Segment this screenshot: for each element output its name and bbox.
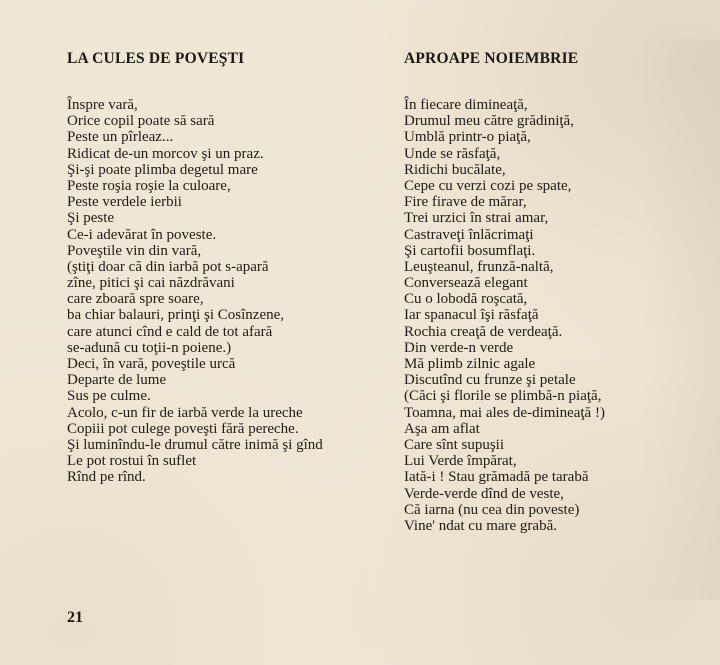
poem-line: Iată-i ! Stau grămadă pe tarabă <box>404 469 589 486</box>
poem-line: Fire firave de mărar, <box>404 194 527 211</box>
left-poem-lines <box>67 97 323 486</box>
poem-line: Ce-i adevărat în poveste. <box>67 226 217 243</box>
show-through-shadow <box>640 40 720 600</box>
poem-line: Peste verdele ierbii <box>67 194 182 211</box>
poem-line: care zboară spre soare, <box>67 291 204 308</box>
poem-line: Peste un pîrleaz... <box>67 129 174 146</box>
poem-line: Că iarna (nu cea din poveste) <box>404 501 580 518</box>
poem-line: Acolo, c-un fir de iarbă verde la ureche <box>67 404 303 421</box>
poem-line: se-adună cu toţii-n poiene.) <box>67 339 232 356</box>
poem-line: Deci, în vară, poveştile urcă <box>67 356 236 372</box>
poem-line: Castraveţi înlăcrimaţi <box>404 226 534 243</box>
poem-line: Lui Verde împărat, <box>404 453 517 470</box>
poem-line: Verde-verde dînd de veste, <box>404 485 564 502</box>
poem-line: Vine' ndat cu mare grabă. <box>404 517 557 534</box>
poem-line: Cepe cu verzi cozi pe spate, <box>404 177 572 194</box>
page-number: 21 <box>67 609 83 626</box>
poem-line: Drumul meu către grădiniţă, <box>404 113 574 130</box>
poem-line: Copiii pot culege poveşti fără pereche. <box>67 420 299 437</box>
poem-line: Şi cartofii bosumflaţi. <box>404 242 536 259</box>
poem-line: Care sînt supuşii <box>404 436 504 453</box>
poem-line: Toamna, mai ales de-dimineaţă !) <box>404 404 605 421</box>
poem-line: Leuşteanul, frunză-naltă, <box>404 258 554 275</box>
poem-line: Şi peste <box>67 210 115 227</box>
poem-line: Aşa am aflat <box>404 420 480 437</box>
right-poem-title: APROAPE NOIEMBRIE <box>404 50 579 67</box>
poem-line: Rochia creaţă de verdeaţă. <box>404 323 563 340</box>
poem-line: Unde se răsfaţă, <box>404 145 501 162</box>
poem-line: Departe de lume <box>67 372 167 389</box>
poem-line: Le pot rostui în suflet <box>67 453 197 470</box>
poem-line: zîne, pitici şi cai năzdrăvani <box>67 275 235 292</box>
poem-line: ba chiar balauri, prinţi şi Cosînzene, <box>67 307 285 324</box>
poem-line: Umblă printr-o piaţă, <box>404 129 531 146</box>
poem-line: Orice copil poate să sară <box>67 113 215 130</box>
poem-line: Peste roşia roşie la culoare, <box>67 177 231 194</box>
poem-line: Rînd pe rînd. <box>67 469 146 486</box>
poem-line: Sus pe culme. <box>67 388 151 405</box>
poem-line: Înspre vară, <box>67 97 138 113</box>
poem-line: Cu o lobodă roşcată, <box>404 291 528 308</box>
poem-line: Ridicat de-un morcov şi un praz. <box>67 145 264 162</box>
poem-line: Şi luminîndu-le drumul către inimă şi gînd <box>67 436 323 453</box>
poem-line: care atunci cînd e cald de tot afară <box>67 323 273 340</box>
poem-line: Poveştile vin din vară, <box>67 242 202 259</box>
left-poem-title: LA CULES DE POVEŞTI <box>67 50 245 67</box>
poem-line: În fiecare dimineaţă, <box>404 97 528 113</box>
poem-line: Conversează elegant <box>404 275 528 292</box>
poem-line: Iar spanacul îşi răsfaţă <box>404 307 539 324</box>
poem-line: (Căci şi florile se plimbă-n piaţă, <box>404 388 602 405</box>
poem-line: Din verde-n verde <box>404 339 514 356</box>
poem-line: Ridichi bucălate, <box>404 161 506 178</box>
poem-line: Mă plimb zilnic agale <box>404 356 536 372</box>
poem-line: Discutînd cu frunze şi petale <box>404 372 576 389</box>
right-poem-lines <box>404 97 605 534</box>
poem-line: (ştiţi doar că din iarbă pot s-apară <box>67 258 269 275</box>
poem-line: Trei urzici în strai amar, <box>404 210 549 227</box>
poem-line: Şi-şi poate plimba degetul mare <box>67 161 258 178</box>
